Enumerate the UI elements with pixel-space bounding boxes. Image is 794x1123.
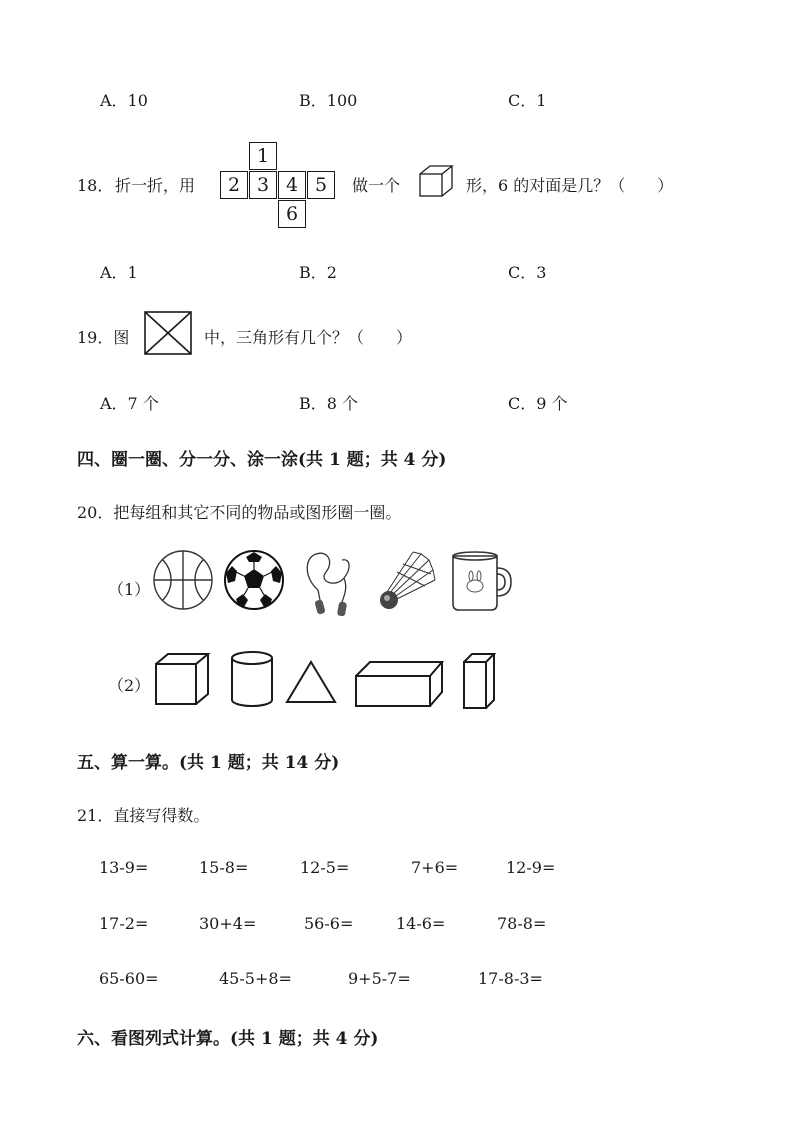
q18-option-c: C．3 <box>508 263 547 282</box>
q19-option-b: B．8 个 <box>299 394 359 413</box>
calc-item: 17-2= <box>99 914 149 933</box>
q19-text: 中，三角形有几个？（ ） <box>204 328 413 347</box>
long-cuboid-icon <box>354 660 444 708</box>
q18-text-after: 形，6 的对面是几？（ ） <box>466 176 674 195</box>
calc-item: 56-6= <box>304 914 354 933</box>
calc-item: 9+5-7= <box>348 969 411 988</box>
triangle-icon <box>285 660 337 704</box>
soccer-ball-icon <box>223 549 285 611</box>
mug-icon <box>449 550 515 612</box>
q17-option-a: A．10 <box>100 91 148 110</box>
cube-icon <box>418 164 454 200</box>
q18-text-middle: 做一个 <box>352 176 401 195</box>
calc-item: 12-9= <box>506 858 556 877</box>
q18-option-a: A．1 <box>100 263 138 282</box>
q21-prompt: 21．直接写得数。 <box>77 806 210 825</box>
jump-rope-icon <box>298 548 358 620</box>
net-cell-2: 2 <box>220 171 248 199</box>
q19-number: 19．图 <box>77 328 130 347</box>
calc-item: 14-6= <box>396 914 446 933</box>
q19-option-a: A．7 个 <box>100 394 159 413</box>
q20-group2-label: （2） <box>108 676 151 695</box>
q17-option-b: B．100 <box>299 91 358 110</box>
q20-prompt: 20．把每组和其它不同的物品或图形圈一圈。 <box>77 503 402 522</box>
calc-item: 12-5= <box>300 858 350 877</box>
cube-net <box>220 142 336 228</box>
tall-cuboid-icon <box>462 652 498 710</box>
net-cell-1: 1 <box>249 142 277 170</box>
calc-item: 15-8= <box>199 858 249 877</box>
basketball-icon <box>152 549 214 611</box>
section-5-heading: 五、算一算。(共 1 题；共 14 分) <box>77 753 340 773</box>
square-with-diagonals-figure <box>144 311 192 355</box>
calc-item: 7+6= <box>411 858 459 877</box>
cylinder-icon <box>230 650 274 708</box>
q18-option-b: B．2 <box>299 263 337 282</box>
calc-item: 45-5+8= <box>219 969 292 988</box>
shuttlecock-icon <box>373 550 437 614</box>
net-cell-4: 4 <box>278 171 306 199</box>
net-cell-6: 6 <box>278 200 306 228</box>
q18-text-before: 折一折，用 <box>115 176 196 195</box>
q18-number: 18． <box>77 176 114 195</box>
q17-option-c: C．1 <box>508 91 547 110</box>
calc-item: 30+4= <box>199 914 257 933</box>
cube-shape-icon <box>154 652 210 706</box>
net-cell-5: 5 <box>307 171 335 199</box>
calc-item: 78-8= <box>497 914 547 933</box>
q20-group1-label: （1） <box>108 580 151 599</box>
calc-item: 65-60= <box>99 969 159 988</box>
calc-item: 13-9= <box>99 858 149 877</box>
section-6-heading: 六、看图列式计算。(共 1 题；共 4 分) <box>77 1029 379 1049</box>
q19-option-c: C．9 个 <box>508 394 568 413</box>
calc-item: 17-8-3= <box>478 969 543 988</box>
net-cell-3: 3 <box>249 171 277 199</box>
section-4-heading: 四、圈一圈、分一分、涂一涂(共 1 题；共 4 分) <box>77 450 447 470</box>
